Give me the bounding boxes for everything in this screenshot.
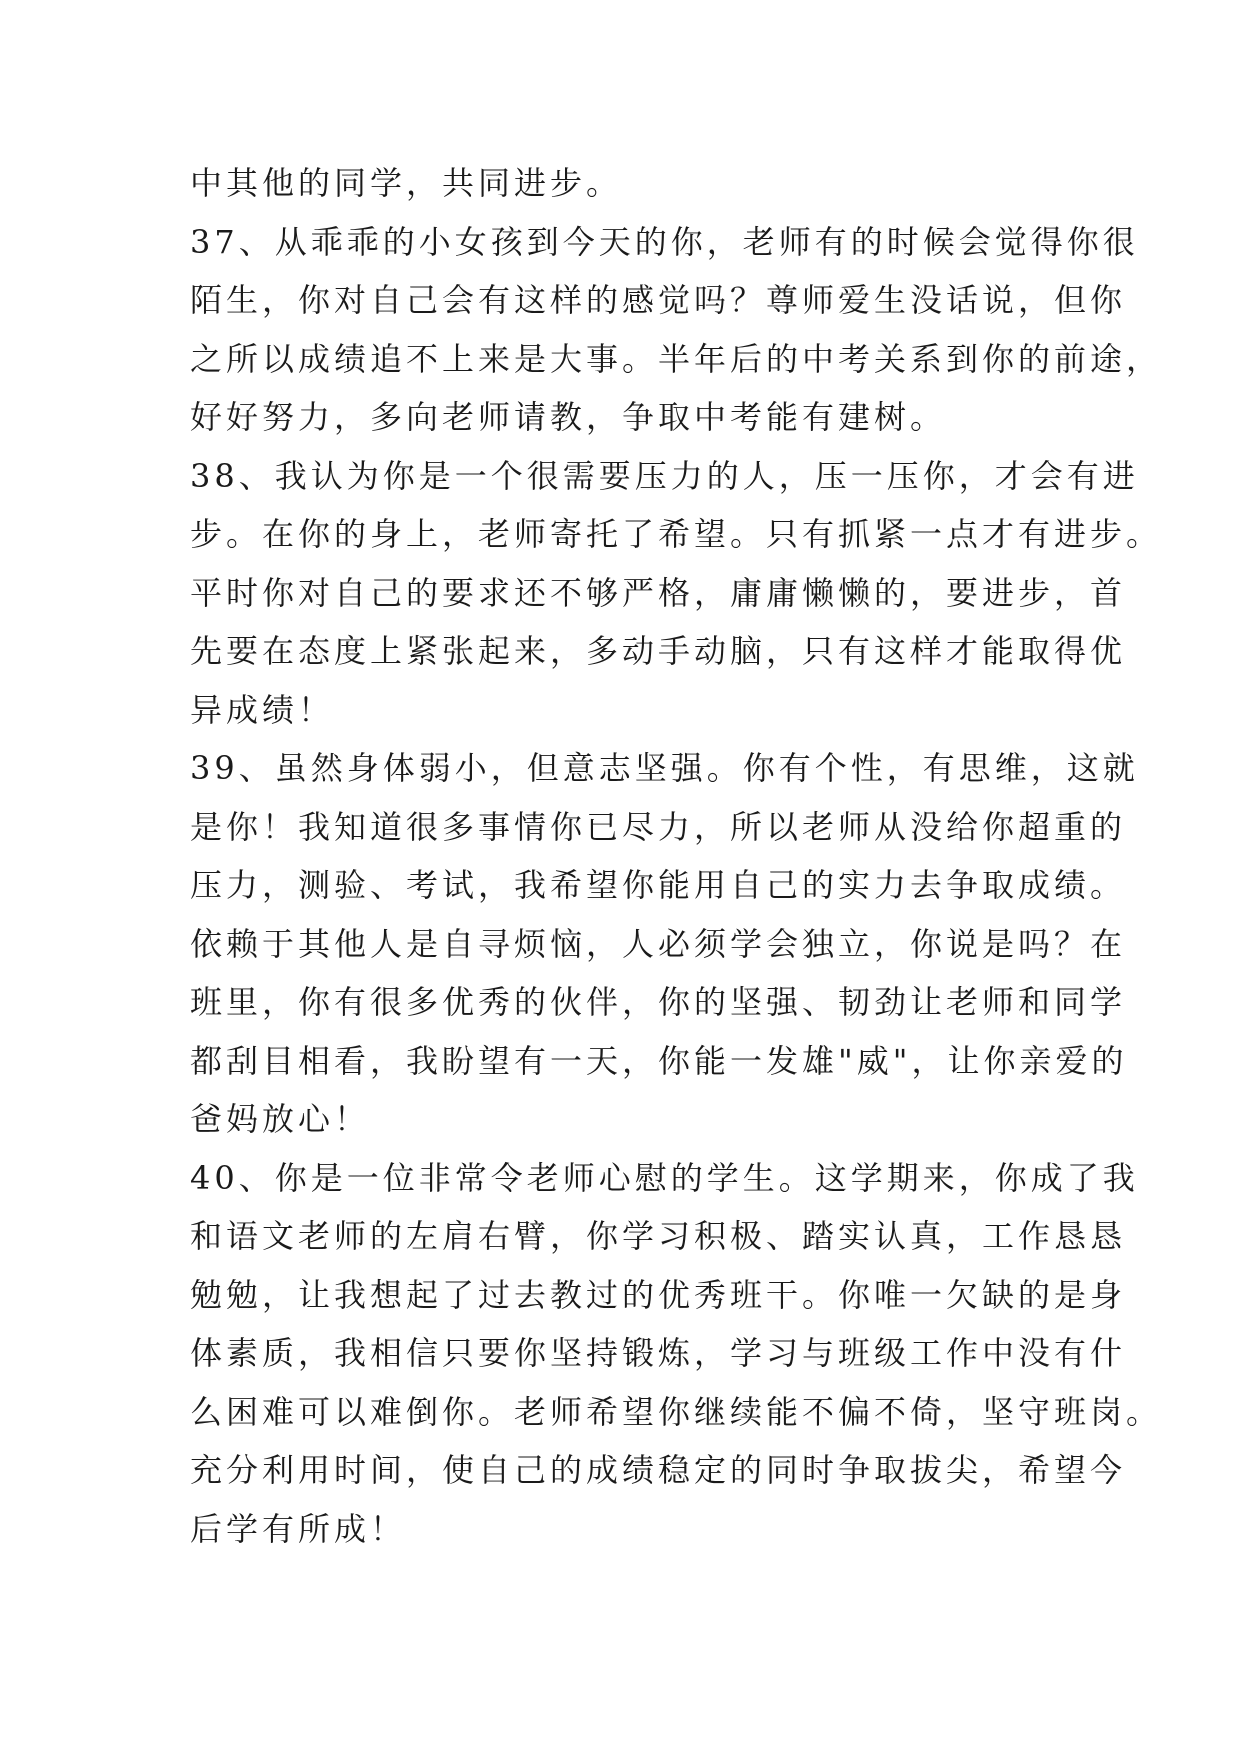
text-line: 37、从乖乖的小女孩到今天的你，老师有的时候会觉得你很 — [190, 222, 1139, 261]
text-line: 么困难可以难倒你。老师希望你继续能不偏不倚，坚守班岗。 — [190, 1392, 1163, 1431]
text-line: 好好努力，多向老师请教，争取中考能有建树。 — [190, 398, 947, 436]
text-line: 38、我认为你是一个很需要压力的人，压一压你，才会有进 — [190, 456, 1139, 495]
text-line: 异成绩！ — [190, 690, 335, 729]
text-line: 是你！我知道很多事情你已尽力，所以老师从没给你超重的 — [190, 807, 1127, 846]
text-line: 陌生，你对自己会有这样的感觉吗？尊师爱生没话说，但你 — [190, 281, 1127, 319]
text-line: 之所以成绩追不上来是大事。半年后的中考关系到你的前途， — [190, 339, 1163, 378]
text-line: 平时你对自己的要求还不够严格，庸庸懒懒的，要进步，首 — [190, 573, 1127, 612]
text-line: 充分利用时间，使自己的成绩稳定的同时争取拔尖，希望今 — [190, 1451, 1127, 1489]
text-line: 勉勉，让我想起了过去教过的优秀班干。你唯一欠缺的是身 — [190, 1275, 1127, 1314]
text-line: 都刮目相看，我盼望有一天，你能一发雄"威"，让你亲爱的 — [190, 1041, 1128, 1080]
text-line: 先要在态度上紧张起来，多动手动脑，只有这样才能取得优 — [190, 632, 1127, 670]
text-line: 步。在你的身上，老师寄托了希望。只有抓紧一点才有进步。 — [190, 515, 1163, 553]
document-body — [190, 154, 1163, 1558]
text-line: 压力，测验、考试，我希望你能用自己的实力去争取成绩。 — [190, 866, 1127, 904]
text-line: 依赖于其他人是自寻烦恼，人必须学会独立，你说是吗？在 — [190, 924, 1127, 963]
text-line: 中其他的同学，共同进步。 — [190, 164, 623, 202]
text-line: 和语文老师的左肩右臂，你学习积极、踏实认真，工作恳恳 — [190, 1217, 1127, 1255]
text-line: 39、虽然身体弱小，但意志坚强。你有个性，有思维，这就 — [190, 749, 1139, 787]
text-line: 40、你是一位非常令老师心慰的学生。这学期来，你成了我 — [190, 1158, 1139, 1197]
text-line: 后学有所成！ — [190, 1509, 407, 1548]
text-line: 体素质，我相信只要你坚持锻炼，学习与班级工作中没有什 — [190, 1334, 1127, 1372]
text-line: 爸妈放心！ — [190, 1100, 371, 1138]
text-line: 班里，你有很多优秀的伙伴，你的坚强、韧劲让老师和同学 — [190, 983, 1127, 1021]
